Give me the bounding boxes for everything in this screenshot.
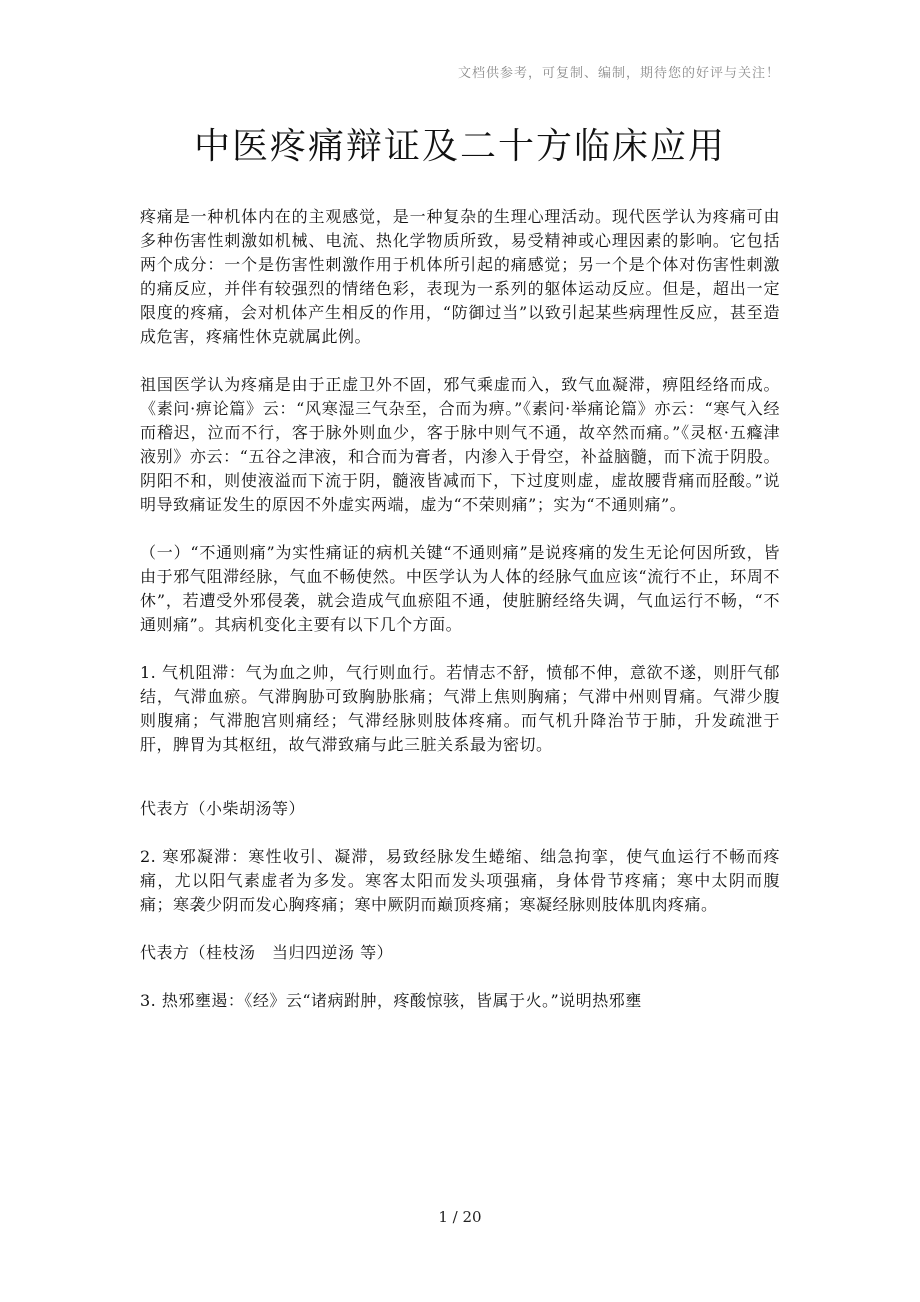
page-number: 1 / 20 — [438, 1208, 482, 1226]
paragraph-cold-stagnation: 2. 寒邪凝滞：寒性收引、凝滞，易致经脉发生蜷缩、绌急拘挛，使气血运行不畅而疼痛，尤以阳气素虚者为多发。寒客太阳而发头项强痛，身体骨节疼痛；寒中太阴而腹痛；寒袭少阴而发心胸疼痛；寒中厥阴而巅顶疼痛；寒凝经脉则肢体肌肉疼痛。 — [140, 847, 780, 914]
paragraph-formula-1: 代表方（小柴胡汤等） — [140, 799, 306, 818]
paragraph-gap — [140, 965, 780, 989]
paragraph-gap — [140, 349, 780, 373]
paragraph-tcm-theory: 祖国医学认为疼痛是由于正虚卫外不固，邪气乘虚而入，致气血凝滞，痹阻经络而成。《素问·痹论篇》云：“风寒湿三气杂至，合而为痹。”《素问·举痛论篇》亦云：“寒气入经而稽迟，泣而不行，客于脉外则血少，客于脉中则气不通，故卒然而痛。”《灵枢·五癃津液别》亦云：“五谷之津液，和合而为膏者，内渗入于骨空，补益脑髓，而下流于阴股。阴阳不和，则使液溢而下流于阴，髓液皆减而下，下过度则虚，虚故腰背痛而胫酸。”说明导致痛证发生的原因不外虚实两端，虚为“不荣则痛”；实为“不通则痛”。 — [140, 375, 780, 514]
document-body — [140, 205, 780, 1013]
paragraph-intro: 疼痛是一种机体内在的主观感觉，是一种复杂的生理心理活动。现代医学认为疼痛可由多种伤害性刺激如机械、电流、热化学物质所致，易受精神或心理因素的影响。它包括两个成分：一个是伤害性刺激作用于机体所引起的痛感觉；另一个是个体对伤害性刺激的痛反应，并伴有较强烈的情绪色彩，表现为一系列的躯体运动反应。但是，超出一定限度的疼痛，会对机体产生相反的作用，“防御过当”以致引起某些病理性反应，甚至造成危害，疼痛性休克就属此例。 — [140, 207, 780, 346]
paragraph-gap — [140, 637, 780, 661]
paragraph-gap — [140, 517, 780, 541]
paragraph-heat-obstruction: 3. 热邪壅遏：《经》云“诸病跗肿，疼酸惊骇，皆属于火。”说明热邪壅 — [140, 991, 642, 1010]
paragraph-gap — [140, 917, 780, 941]
header-note: 文档供参考，可复制、编制，期待您的好评与关注！ — [457, 66, 780, 81]
document-title: 中医疼痛辩证及二十方临床应用 — [193, 126, 726, 167]
paragraph-formula-2: 代表方（桂枝汤 当归四逆汤 等） — [140, 943, 394, 962]
paragraph-qi-stagnation: 1. 气机阻滞：气为血之帅，气行则血行。若情志不舒，愤郁不伸，意欲不遂，则肝气郁结，气滞血瘀。气滞胸胁可致胸胁胀痛；气滞上焦则胸痛；气滞中州则胃痛。气滞少腹则腹痛；气滞胞宫则痛经；气滞经脉则肢体疼痛。而气机升降治节于肺，升发疏泄于肝，脾胃为其枢纽，故气滞致痛与此三脏关系最为密切。 — [140, 663, 780, 754]
paragraph-section-one: （一）“不通则痛”为实性痛证的病机关键“不通则痛”是说疼痛的发生无论何因所致，皆由于邪气阻滞经脉，气血不畅使然。中医学认为人体的经脉气血应该“流行不止，环周不休”，若遭受外邪侵袭，就会造成气血瘀阻不通，使脏腑经络失调，气血运行不畅，“不通则痛”。其病机变化主要有以下几个方面。 — [140, 543, 780, 634]
paragraph-gap — [140, 757, 780, 797]
paragraph-gap — [140, 821, 780, 845]
